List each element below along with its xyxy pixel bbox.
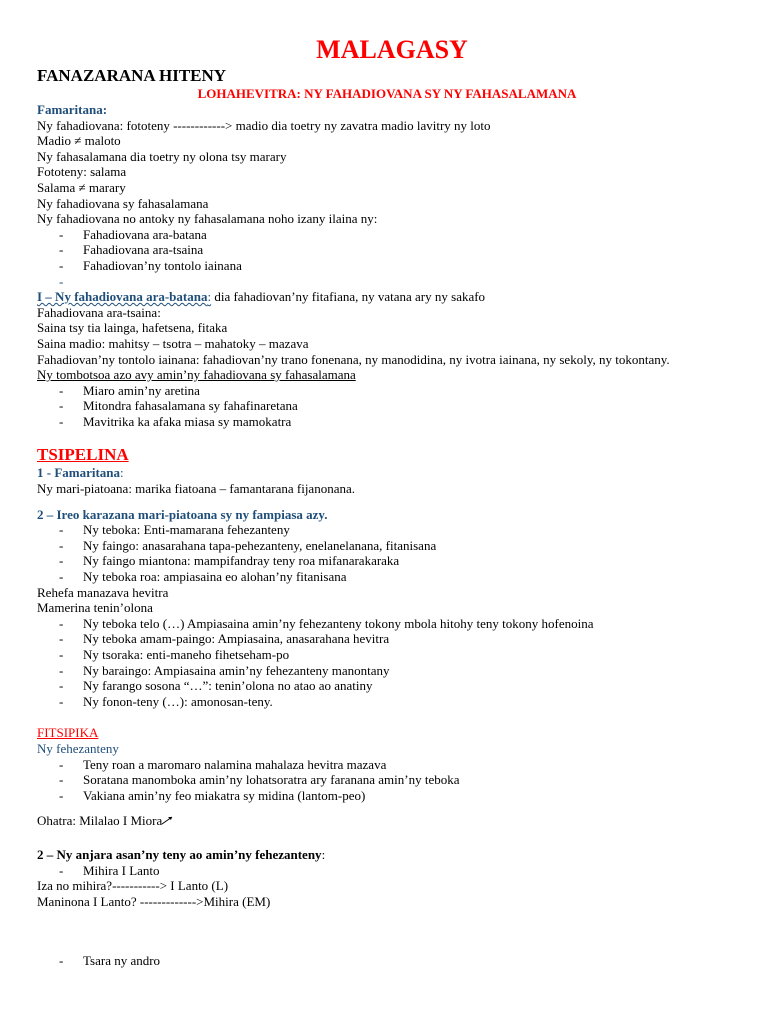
intro-line: Ny fahadiovana: fototeny ------------> madio dia toetry ny zavatra madio lavitry ny loto [37, 117, 491, 133]
punctuation-list [37, 522, 737, 584]
intro-line: Ny fahadiovana sy fahasalamana [37, 195, 209, 211]
section1-heading: I – Ny fahadiovana ara-batana [37, 289, 208, 305]
list-item: - Ny tsoraka: enti-maneho fihetseham-po [37, 647, 737, 663]
main-heading: FANAZARANA HITENY [37, 66, 227, 85]
intro-line: Salama ≠ marary [37, 179, 126, 195]
ohatra-text: Ohatra: Milalao I Miora [37, 813, 163, 829]
list-item: - Teny roan a maromaro nalamina mahalaza hevitra mazava [37, 757, 737, 773]
fitsipika-list [37, 757, 737, 804]
intro-line: Madio ≠ maloto [37, 133, 121, 149]
list-item: - Fahadiovana ara-tsaina [37, 242, 737, 258]
tsipelina-heading: TSIPELINA [37, 445, 129, 465]
list-item: - Vakiana amin’ny feo miakatra sy midina (lantom-peo) [37, 788, 737, 804]
famaritana-label: Famaritana: [37, 102, 108, 117]
intro-list [37, 227, 737, 274]
section1-colon: : [207, 289, 212, 305]
intro-line: Ny fahasalamana dia toetry ny olona tsy marary [37, 148, 287, 164]
ireo-heading: 2 – Ireo karazana mari-piatoana sy ny fampiasa azy. [37, 506, 328, 522]
list-item: - Mihira I Lanto [37, 863, 737, 879]
tsipelina-definition: Ny mari-piatoana: marika fiatoana – famantarana fijanonana. [37, 481, 355, 497]
list-item: - Ny teboka roa: ampiasaina eo alohan’ny fitanisana [37, 569, 737, 585]
list-item: - Ny faingo: anasarahana tapa-pehezanteny, enelanelanana, fitanisana [37, 538, 737, 554]
lesson-subtitle: LOHAHEVITRA: NY FAHADIOVANA SY NY FAHASALAMANA [197, 86, 577, 101]
fehezanteny-label: Ny fehezanteny [37, 740, 119, 756]
document-page [37, 34, 737, 969]
empty-list-dash: - [59, 273, 64, 289]
section1-line: Fahadiovana ara-tsaina: [37, 304, 161, 320]
list-item: - Ny faingo miantona: mampifandray teny roa mifanarakaraka [37, 553, 737, 569]
anjara-heading: 2 – Ny anjara asan’ny teny ao amin’ny fehezanteny [37, 846, 322, 862]
arrow-annotation-icon [160, 813, 174, 831]
fitsipika-heading: FITSIPIKA [37, 725, 99, 741]
section1-line [37, 289, 737, 305]
anjara-heading-line [37, 847, 737, 863]
punctuation-list-2 [37, 616, 737, 710]
rehefa-line: Rehefa manazava hevitra [37, 584, 169, 600]
iza-line: Iza no mihira?-----------> I Lanto (L) [37, 878, 229, 894]
list-item: - Ny farango sosona “…”: tenin’olona no atao ao anatiny [37, 678, 737, 694]
list-item: - Soratana manomboka amin’ny lohatsoratra ary faranana amin’ny teboka [37, 772, 737, 788]
anjara-colon: : [321, 846, 326, 862]
list-item: - Tsara ny andro [37, 953, 737, 969]
last-list [37, 953, 737, 969]
list-item: - Ny fonon-teny (…): amonosan-teny. [37, 694, 737, 710]
section1-text: dia fahadiovan’ny fitafiana, ny vatana ary ny sakafo [211, 289, 486, 305]
list-item: - Mitondra fahasalamana sy fahafinaretana [37, 398, 737, 414]
mamerina-line: Mamerina tenin’olona [37, 600, 153, 616]
maninona-line: Maninona I Lanto? ------------->Mihira (EM) [37, 893, 271, 909]
section1-line: Saina tsy tia lainga, hafetsena, fitaka [37, 320, 228, 336]
anjara-list [37, 863, 737, 879]
list-item: - Ny teboka telo (…) Ampiasaina amin’ny fehezanteny tokony mbola hitohy teny tokony hofenoina [37, 616, 737, 632]
list-item: - Ny baraingo: Ampiasaina amin’ny fehezanteny manontany [37, 663, 737, 679]
tsipelina-def-heading: 1 - Famaritana [37, 465, 121, 481]
tsipelina-def-heading-line [37, 465, 737, 481]
list-item: - Mavitrika ka afaka miasa sy mamokatra [37, 414, 737, 430]
intro-line: Fototeny: salama [37, 164, 127, 180]
section1-line: Saina madio: mahitsy – tsotra – mahatoky – mazava [37, 335, 309, 351]
list-item: - Fahadiovana ara-batana [37, 227, 737, 243]
tombotsoa-heading: Ny tombotsoa azo avy amin’ny fahadiovana sy fahasalamana [37, 367, 356, 383]
ohatra-line [37, 813, 737, 831]
list-item: - Ny teboka amam-paingo: Ampiasaina, anasarahana hevitra [37, 631, 737, 647]
intro-line: Ny fahadiovana no antoky ny fahasalamana noho izany ilaina ny: [37, 211, 378, 227]
list-item: - Miaro amin’ny aretina [37, 383, 737, 399]
document-title: MALAGASY [316, 35, 468, 64]
section1-line: Fahadiovan’ny tontolo iainana: fahadiovan’ny trano fonenana, ny manodidina, ny ivotra iainana, ny sekoly, ny tokontany. [37, 351, 670, 367]
tombotsoa-list [37, 383, 737, 430]
list-item: - Fahadiovan’ny tontolo iainana [37, 258, 737, 274]
list-item: - Ny teboka: Enti-mamarana fehezanteny [37, 522, 737, 538]
tsipelina-def-colon: : [120, 465, 124, 481]
